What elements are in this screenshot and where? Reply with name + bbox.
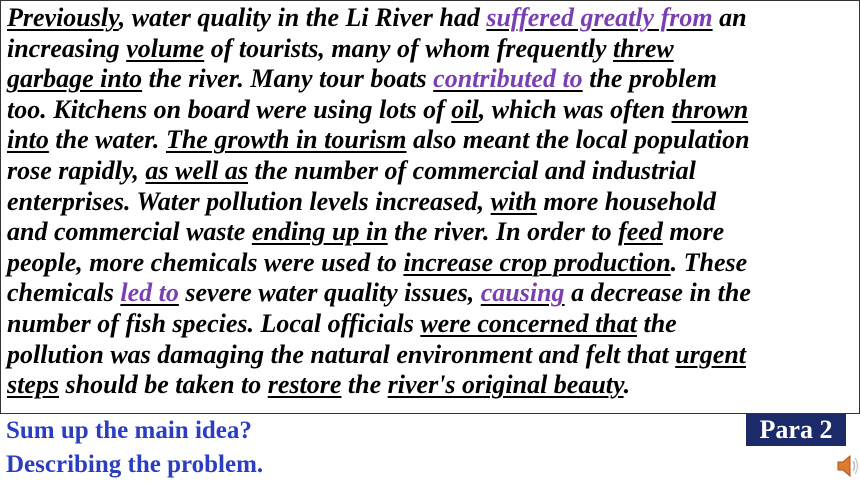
passage-text-segment: , water quality in the Li River had xyxy=(118,3,487,32)
passage-text-segment: the river. Many tour boats xyxy=(142,64,434,94)
underlined-phrase: increase crop production xyxy=(403,247,671,277)
passage-text-segment: the problem xyxy=(582,64,718,94)
underlined-phrase: were concerned that xyxy=(420,308,637,338)
underlined-phrase: into xyxy=(7,125,49,155)
underlined-phrase: urgent xyxy=(675,339,747,369)
question-text: Sum up the main idea? xyxy=(6,417,252,444)
passage-text-segment: . These xyxy=(670,247,748,277)
passage-line xyxy=(7,187,859,218)
passage-text-segment: chemicals xyxy=(7,278,121,308)
passage-text-segment: the water. xyxy=(48,125,166,155)
passage-text-segment: too. Kitchens on board were using lots of xyxy=(7,94,452,124)
answer-blank: causing xyxy=(480,278,565,308)
passage-text xyxy=(7,3,859,401)
passage-text-segment: the number of commercial and industrial xyxy=(248,155,696,185)
passage-line xyxy=(7,125,859,156)
passage-text-segment: . xyxy=(623,370,631,400)
passage-text-segment: also meant the local population xyxy=(406,125,750,155)
passage-text-segment: a decrease in the xyxy=(564,278,751,308)
underlined-phrase: with xyxy=(490,186,537,216)
answer-text: Describing the problem. xyxy=(6,451,264,478)
underlined-phrase: river's original beauty xyxy=(387,370,624,400)
passage-text-segment: pollution was damaging the natural environment and felt that xyxy=(7,339,676,369)
passage-line xyxy=(7,370,859,401)
passage-text-segment: should be taken to xyxy=(59,370,268,400)
passage-line xyxy=(7,278,859,309)
underlined-phrase: Previously xyxy=(7,3,119,32)
passage-text-segment: increasing xyxy=(7,33,127,63)
passage-line xyxy=(7,309,859,340)
underlined-phrase: threw xyxy=(613,33,674,63)
para-badge: Para 2 xyxy=(746,414,846,446)
underlined-phrase: thrown xyxy=(671,94,749,124)
passage-line xyxy=(7,3,859,34)
passage-text-segment: number of fish species. Local officials xyxy=(7,308,421,338)
passage-text-segment: an xyxy=(712,3,747,32)
passage-line xyxy=(7,340,859,371)
passage-text-segment: more xyxy=(662,217,725,247)
answer-blank: contributed to xyxy=(433,64,583,94)
underlined-phrase: steps xyxy=(7,370,59,400)
passage-line xyxy=(7,156,859,187)
passage-line xyxy=(7,64,859,95)
passage-line xyxy=(7,34,859,65)
underlined-phrase: ending up in xyxy=(251,217,388,247)
passage-text-segment: the xyxy=(341,370,388,400)
underlined-phrase: volume xyxy=(126,33,205,63)
passage-line xyxy=(7,248,859,279)
speaker-icon[interactable] xyxy=(836,452,860,480)
passage-text-segment: severe water quality issues, xyxy=(178,278,481,308)
answer-blank: suffered greatly from xyxy=(486,3,713,32)
passage-text-segment: more household xyxy=(536,186,717,216)
passage-text-segment: enterprises. Water pollution levels increased, xyxy=(7,186,491,216)
underlined-phrase: oil xyxy=(451,94,479,124)
passage-line xyxy=(7,95,859,126)
passage-text-segment: and commercial waste xyxy=(7,217,252,247)
passage-text-segment: rose rapidly, xyxy=(7,155,146,185)
underlined-phrase: garbage into xyxy=(7,64,143,94)
underlined-phrase: feed xyxy=(618,217,663,247)
passage-text-segment: people, more chemicals were used to xyxy=(7,247,404,277)
passage-text-segment: the river. In order to xyxy=(387,217,619,247)
passage-line xyxy=(7,217,859,248)
underlined-phrase: as well as xyxy=(145,155,248,185)
passage-text-segment: of tourists, many of whom frequently xyxy=(204,33,614,63)
passage-text-segment: , which was often xyxy=(478,94,672,124)
underlined-phrase: restore xyxy=(267,370,342,400)
passage-text-segment: the xyxy=(636,308,677,338)
answer-blank: led to xyxy=(120,278,179,308)
underlined-phrase: The growth in tourism xyxy=(165,125,407,155)
